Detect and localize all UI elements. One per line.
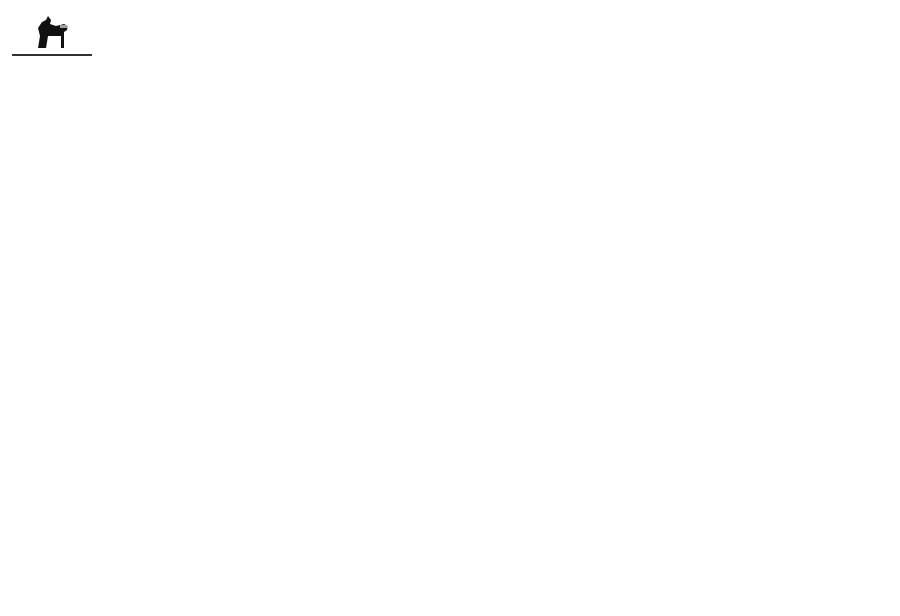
logo-brand-text [12, 54, 92, 56]
fosterwold-logo [12, 14, 92, 80]
dog-icon [34, 14, 70, 52]
